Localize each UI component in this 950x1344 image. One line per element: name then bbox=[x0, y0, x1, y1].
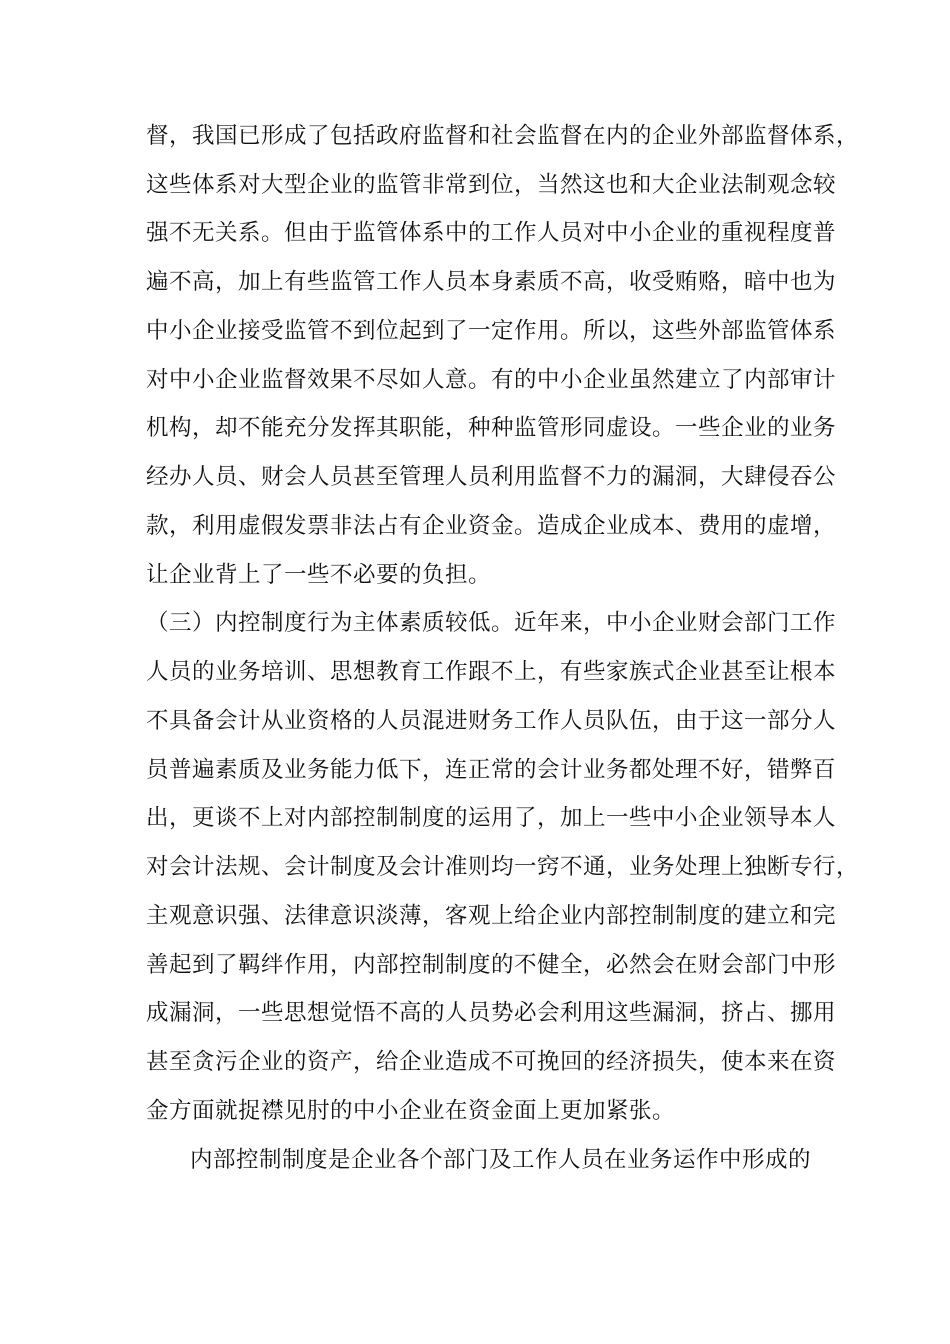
text-line: 甚至贪污企业的资产，给企业造成不可挽回的经济损失，使本来在资 bbox=[146, 1049, 837, 1075]
text-line: 机构，却不能充分发挥其职能，种种监管形同虚设。一些企业的业务 bbox=[146, 415, 837, 441]
text-line: 让企业背上了一些不必要的负担。 bbox=[146, 562, 492, 588]
text-line: 款，利用虚假发票非法占有企业资金。造成企业成本、费用的虚增， bbox=[146, 513, 837, 539]
text-line: 中小企业接受监管不到位起到了一定作用。所以，这些外部监管体系 bbox=[146, 318, 837, 344]
text-line: 经办人员、财会人员甚至管理人员利用监督不力的漏洞，大肆侵吞公 bbox=[146, 464, 837, 490]
text-line: 对中小企业监督效果不尽如人意。有的中小企业虽然建立了内部审计 bbox=[146, 367, 837, 393]
text-line: 不具备会计从业资格的人员混进财务工作人员队伍，由于这一部分人 bbox=[146, 708, 837, 734]
paragraph-start-line: 内部控制制度是企业各个部门及工作人员在业务运作中形成的 bbox=[190, 1147, 812, 1173]
text-line: 善起到了羁绊作用，内部控制制度的不健全，必然会在财会部门中形 bbox=[146, 952, 837, 978]
text-line: 强不无关系。但由于监管体系中的工作人员对中小企业的重视程度普 bbox=[146, 220, 837, 246]
text-line: 成漏洞，一些思想觉悟不高的人员势必会利用这些漏洞，挤占、挪用 bbox=[146, 1000, 837, 1026]
text-line: 督，我国已形成了包括政府监督和社会监督在内的企业外部监督体系， bbox=[146, 123, 860, 149]
text-line: 对会计法规、会计制度及会计准则均一窍不通，业务处理上独断专行， bbox=[146, 854, 860, 880]
text-line: 主观意识强、法律意识淡薄，客观上给企业内部控制制度的建立和完 bbox=[146, 903, 837, 929]
text-line: 这些体系对大型企业的监管非常到位，当然这也和大企业法制观念较 bbox=[146, 172, 837, 198]
text-line: 出，更谈不上对内部控制制度的运用了，加上一些中小企业领导本人 bbox=[146, 805, 837, 831]
text-line: 金方面就捉襟见肘的中小企业在资金面上更加紧张。 bbox=[146, 1098, 676, 1124]
text-line: 遍不高，加上有些监管工作人员本身素质不高，收受贿赂，暗中也为 bbox=[146, 269, 837, 295]
section-heading-line: （三）内控制度行为主体素质较低。近年来，中小企业财会部门工作 bbox=[146, 610, 837, 636]
text-line: 人员的业务培训、思想教育工作跟不上，有些家族式企业甚至让根本 bbox=[146, 659, 837, 685]
text-line: 员普遍素质及业务能力低下，连正常的会计业务都处理不好，错弊百 bbox=[146, 757, 837, 783]
